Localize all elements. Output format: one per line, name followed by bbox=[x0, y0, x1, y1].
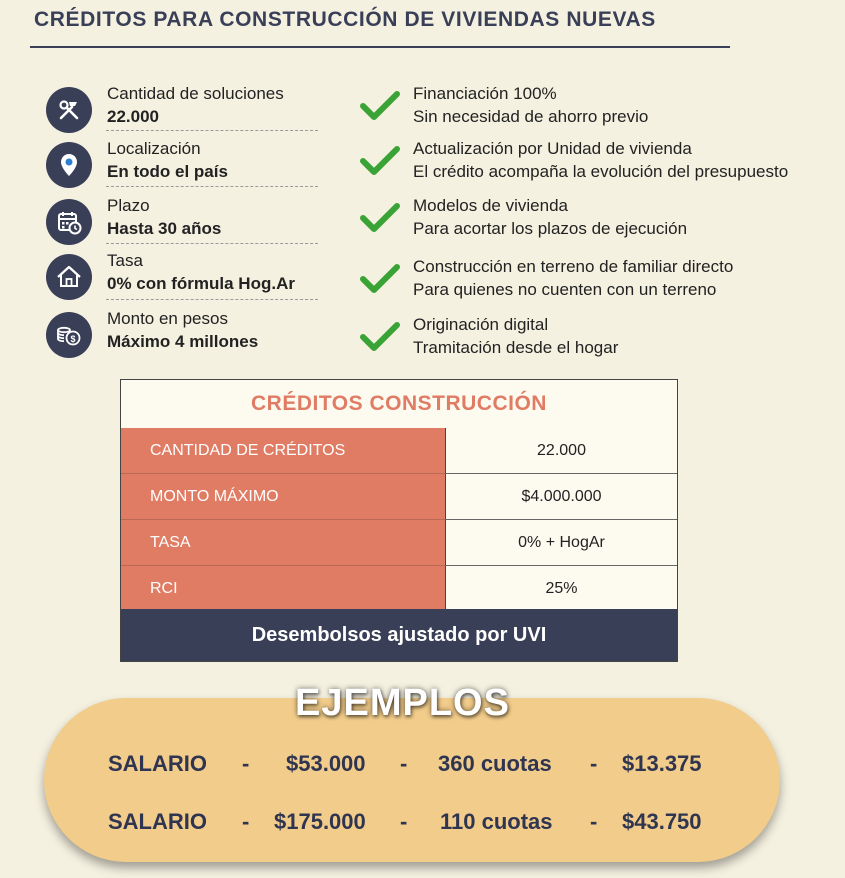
table-key: RCI bbox=[121, 566, 446, 612]
example-installments: 110 cuotas bbox=[440, 809, 553, 834]
benefit-title: Financiación 100% bbox=[413, 84, 557, 103]
benefit-title: Actualización por Unidad de vivienda bbox=[413, 139, 692, 158]
benefit-title: Originación digital bbox=[413, 315, 549, 334]
check-icon bbox=[360, 321, 400, 353]
title-divider bbox=[30, 46, 730, 48]
table-key: CANTIDAD DE CRÉDITOS bbox=[121, 428, 446, 474]
feature-label: Plazo bbox=[107, 196, 150, 215]
examples-heading: EJEMPLOS bbox=[295, 682, 510, 724]
benefit-title: Construcción en terreno de familiar directo bbox=[413, 257, 734, 276]
benefit-detail: Sin necesidad de ahorro previo bbox=[413, 107, 649, 126]
svg-text:$: $ bbox=[70, 334, 76, 344]
feature-term bbox=[46, 196, 320, 244]
feature-rate bbox=[46, 251, 320, 299]
feature-quantity bbox=[46, 84, 320, 132]
benefit-item bbox=[360, 196, 830, 246]
benefit-item bbox=[360, 257, 830, 307]
table-row bbox=[121, 428, 677, 474]
benefit-item bbox=[360, 139, 830, 189]
benefit-detail: El crédito acompaña la evolución del presupuesto bbox=[413, 162, 789, 181]
table-key: MONTO MÁXIMO bbox=[121, 474, 446, 520]
table-row bbox=[121, 520, 677, 566]
benefit-item bbox=[360, 84, 830, 134]
separator: - bbox=[590, 751, 598, 776]
table-value: 22.000 bbox=[446, 428, 677, 474]
example-payment: $13.375 bbox=[622, 751, 702, 776]
table-value: 0% + HogAr bbox=[446, 520, 677, 566]
divider bbox=[106, 130, 318, 131]
table-row bbox=[121, 474, 677, 520]
table-title: CRÉDITOS CONSTRUCCIÓN bbox=[251, 392, 547, 415]
table-row bbox=[121, 566, 677, 612]
check-icon bbox=[360, 202, 400, 234]
feature-value: 22.000 bbox=[107, 107, 159, 126]
house-icon bbox=[46, 254, 92, 300]
check-icon bbox=[360, 263, 400, 295]
example-label: SALARIO bbox=[108, 751, 207, 776]
feature-amount bbox=[46, 309, 320, 357]
check-icon bbox=[360, 145, 400, 177]
calendar-clock-icon bbox=[46, 199, 92, 245]
separator: - bbox=[242, 751, 250, 776]
benefit-title: Modelos de vivienda bbox=[413, 196, 568, 215]
example-row bbox=[0, 809, 845, 839]
table-value: $4.000.000 bbox=[446, 474, 677, 520]
feature-value: En todo el país bbox=[107, 162, 228, 181]
benefit-detail: Para quienes no cuenten con un terreno bbox=[413, 280, 717, 299]
example-salary: $53.000 bbox=[286, 751, 366, 776]
benefit-detail: Tramitación desde el hogar bbox=[413, 338, 619, 357]
separator: - bbox=[242, 809, 250, 834]
separator: - bbox=[400, 809, 408, 834]
benefit-detail: Para acortar los plazos de ejecución bbox=[413, 219, 688, 238]
coins-icon bbox=[46, 312, 92, 358]
example-row bbox=[0, 751, 845, 781]
divider bbox=[106, 299, 318, 300]
feature-value: Hasta 30 años bbox=[107, 219, 222, 238]
example-payment: $43.750 bbox=[622, 809, 702, 834]
benefit-item bbox=[360, 315, 830, 365]
feature-label: Tasa bbox=[107, 251, 143, 270]
example-salary: $175.000 bbox=[274, 809, 366, 834]
feature-location bbox=[46, 139, 320, 187]
table-value: 25% bbox=[446, 566, 677, 612]
table-key: TASA bbox=[121, 520, 446, 566]
credit-table bbox=[120, 379, 678, 662]
example-installments: 360 cuotas bbox=[438, 751, 552, 776]
separator: - bbox=[590, 809, 598, 834]
feature-value: Máximo 4 millones bbox=[107, 332, 259, 351]
example-label: SALARIO bbox=[108, 809, 207, 834]
feature-value: 0% con fórmula Hog.Ar bbox=[107, 274, 295, 293]
table-footer: Desembolsos ajustado por UVI bbox=[121, 609, 677, 661]
feature-label: Monto en pesos bbox=[107, 309, 228, 328]
check-icon bbox=[360, 90, 400, 122]
divider bbox=[106, 186, 318, 187]
page-title: CRÉDITOS PARA CONSTRUCCIÓN DE VIVIENDAS NUEVAS bbox=[34, 8, 656, 31]
feature-label: Cantidad de soluciones bbox=[107, 84, 284, 103]
separator: - bbox=[400, 751, 408, 776]
tools-icon bbox=[46, 87, 92, 133]
location-pin-icon bbox=[46, 142, 92, 188]
divider bbox=[106, 243, 318, 244]
feature-label: Localización bbox=[107, 139, 201, 158]
